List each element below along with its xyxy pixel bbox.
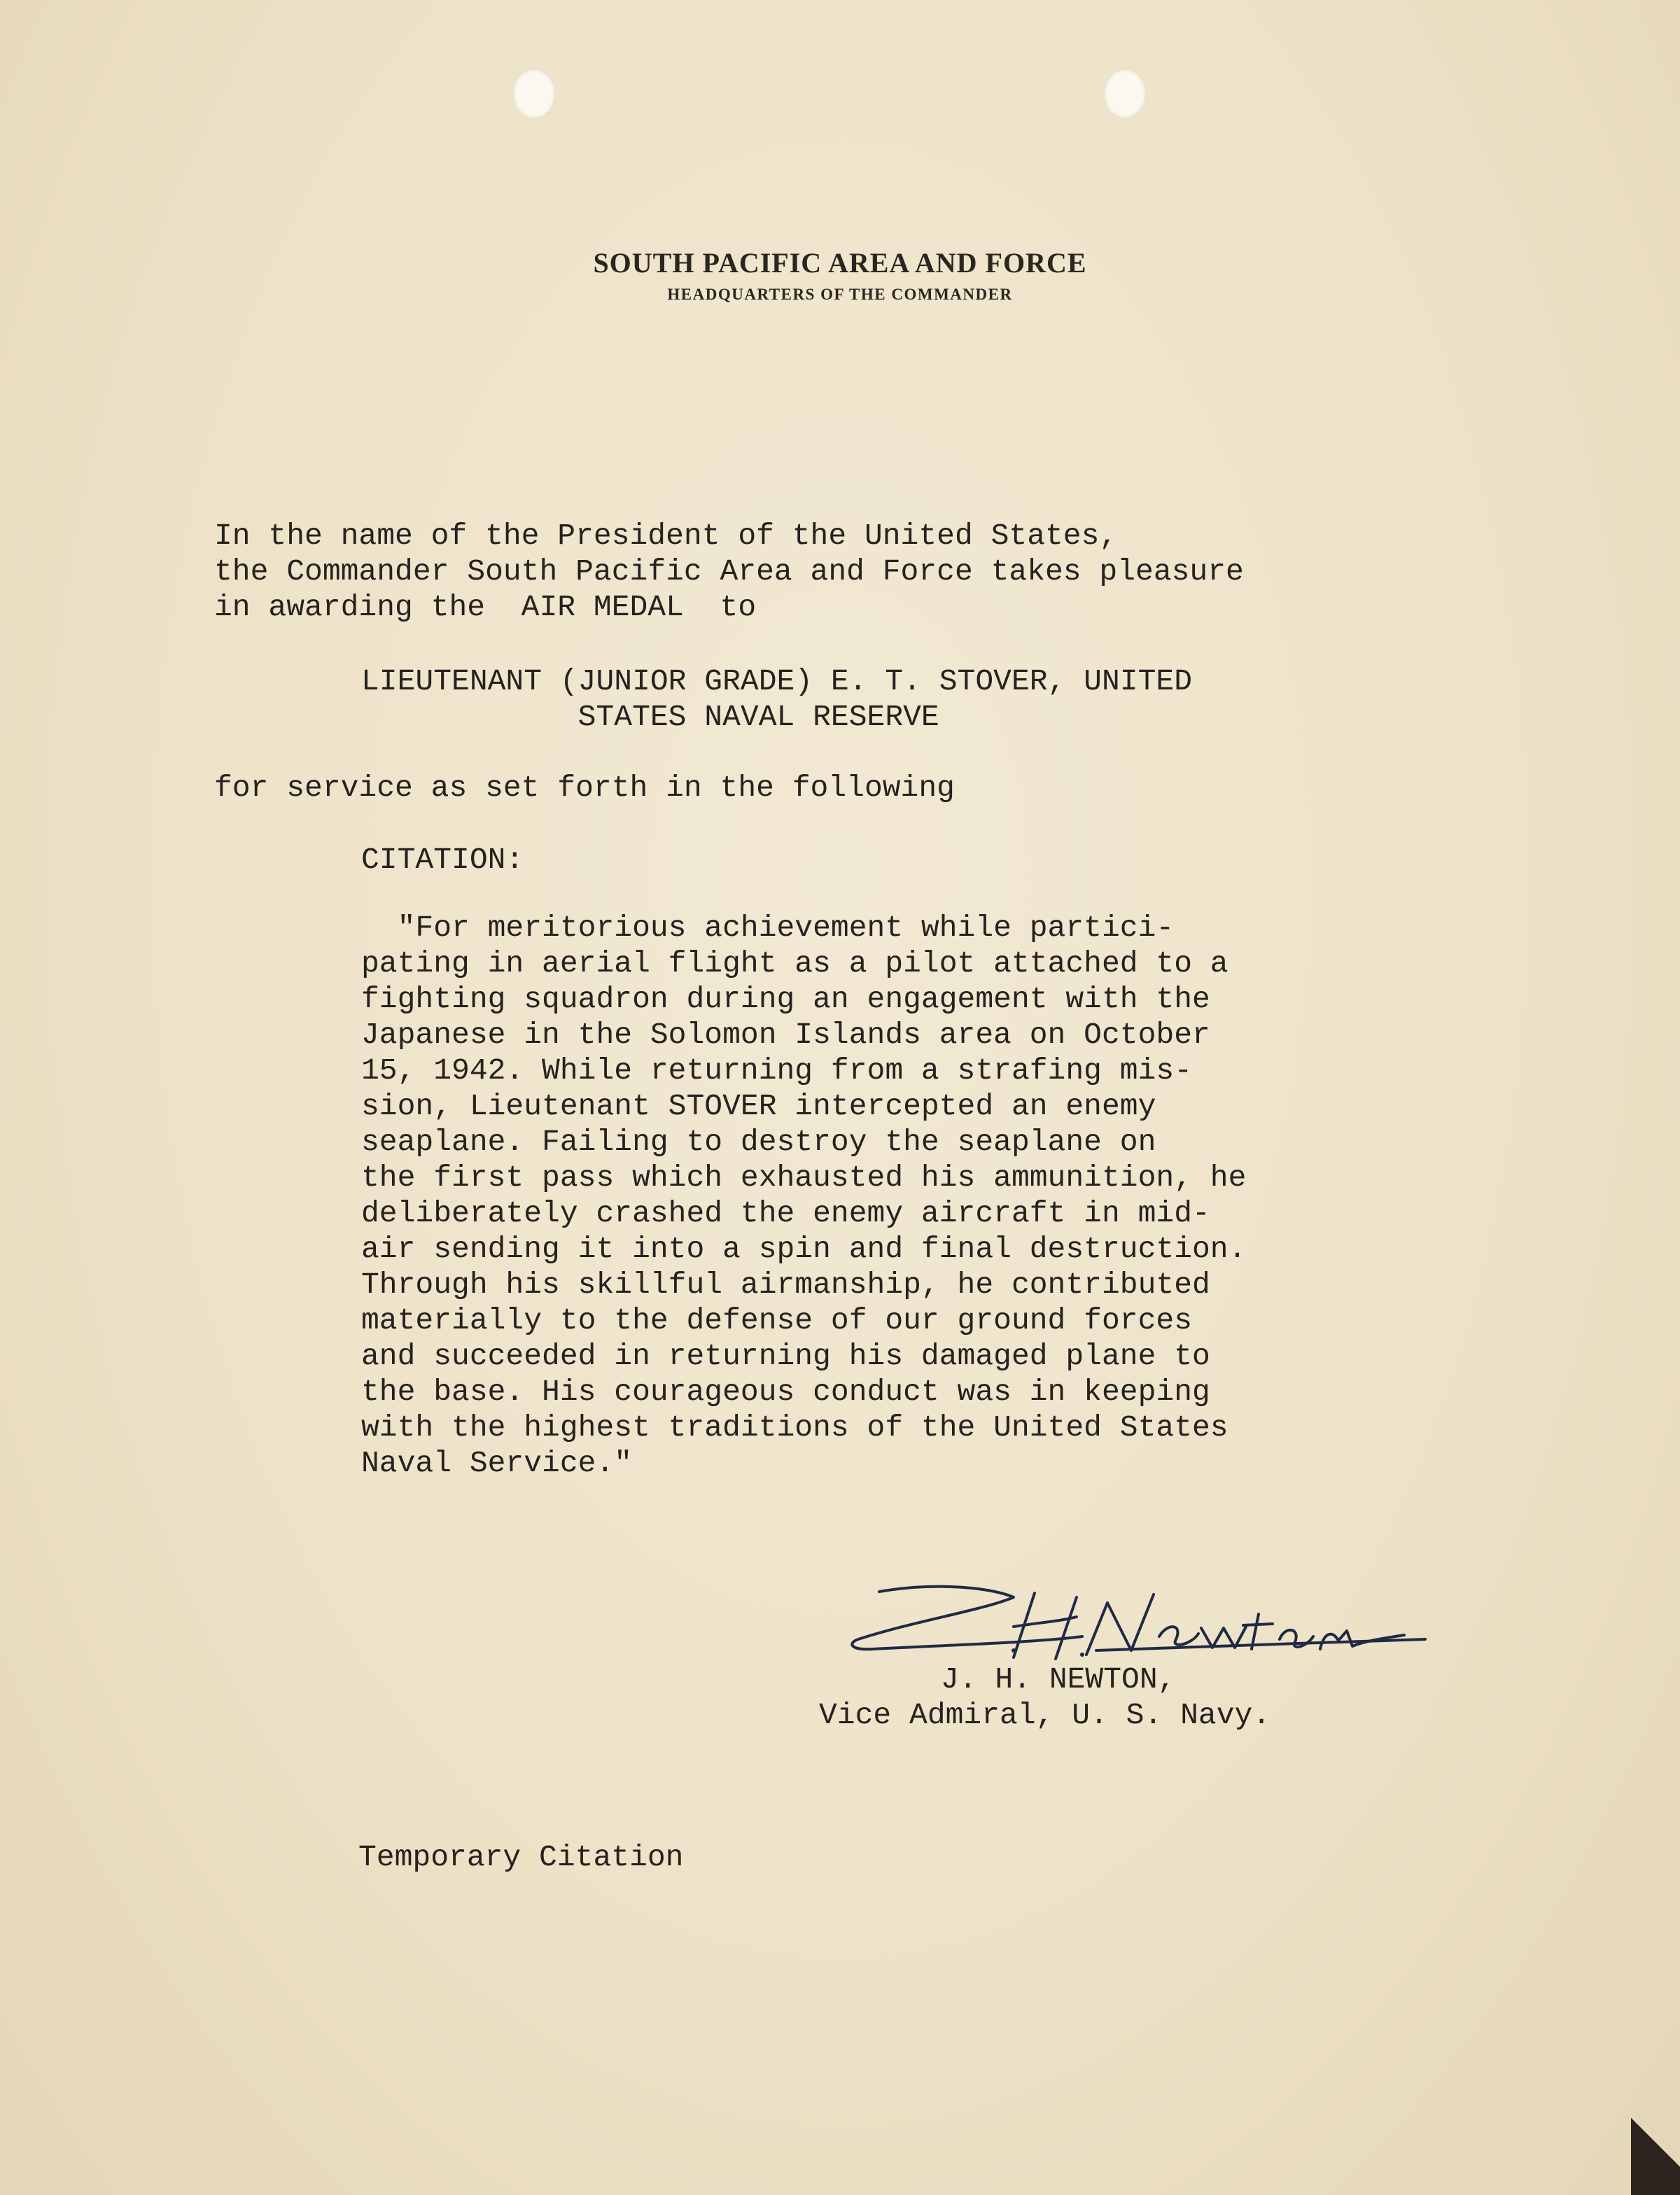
handwritten-signature [830, 1572, 1432, 1663]
citation-text: "For meritorious achievement while partici- pating in aerial flight as a pilot attached to a fighting squadron during an engagement with the Japanese in the Solomon Islands area on October 15, 1942. While returning from a strafing mis- sion, Lieutenant STOVER intercepted an enemy seaplane. Failing to destroy the seaplane on the first pass which exhausted his ammunition, he deliberately crashed the enemy aircraft in mid- air sending it into a spin and final destruction. Through his skillful airmanship, he contributed materially to the defense of our ground forces and succeeded in returning his damaged plane to the base. His courageous conduct was in keeping with the highest traditions of the United States Naval Service." [361, 911, 1247, 1480]
punch-hole-left [512, 69, 556, 119]
service-line: for service as set forth in the following [214, 771, 955, 805]
punch-hole-right [1103, 69, 1147, 119]
page-corner-fold [1631, 2090, 1680, 2195]
signatory-title: Vice Admiral, U. S. Navy. [819, 1698, 1271, 1732]
signatory-name: J. H. NEWTON, [941, 1662, 1176, 1697]
citation-label: CITATION: [361, 843, 524, 877]
intro-paragraph: In the name of the President of the United States, the Commander South Pacific Area and Force takes pleasure in awarding the AIR MEDAL to [214, 519, 1244, 624]
letterhead-subtitle: HEADQUARTERS OF THE COMMANDER [667, 286, 1013, 303]
recipient-name: LIEUTENANT (JUNIOR GRADE) E. T. STOVER, UNITED STATES NAVAL RESERVE [361, 664, 1192, 734]
letterhead-title: SOUTH PACIFIC AREA AND FORCE [593, 247, 1087, 279]
footer-note: Temporary Citation [358, 1840, 684, 1874]
